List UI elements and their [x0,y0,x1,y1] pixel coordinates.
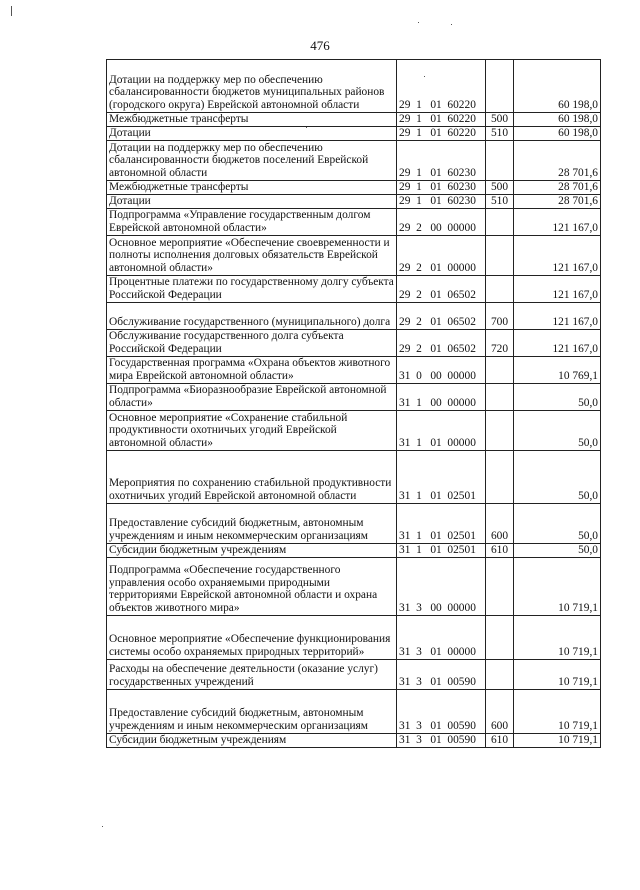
expense-type-code: 610 [486,544,514,558]
target-article-code: 31 1 01 02501 [397,451,486,504]
table-row [107,181,601,195]
amount: 121 167,0 [514,209,601,236]
target-article-code: 29 2 01 00000 [397,236,486,276]
target-article-code: 31 1 00 00000 [397,384,486,411]
table-row [107,616,601,660]
expense-name: Обслуживание государственного долга субъекта Российской Федерации [107,330,397,357]
amount: 28 701,6 [514,195,601,209]
amount: 60 198,0 [514,127,601,141]
table-row [107,411,601,451]
target-article-code: 29 1 01 60220 [397,127,486,141]
budget-table [106,59,601,748]
expense-name: Основное мероприятие «Сохранение стабильной продуктивности охотничьих угодий Еврейской автономной области» [107,411,397,451]
table-row [107,276,601,303]
amount: 50,0 [514,411,601,451]
amount: 50,0 [514,504,601,544]
amount: 121 167,0 [514,236,601,276]
expense-type-code: 500 [486,113,514,127]
target-article-code: 31 3 01 00590 [397,660,486,690]
amount: 60 198,0 [514,113,601,127]
table-row [107,357,601,384]
page-number: 476 [310,38,330,53]
target-article-code: 29 1 01 60230 [397,195,486,209]
table-row [107,303,601,330]
table-row [107,690,601,734]
target-article-code: 29 2 01 06502 [397,303,486,330]
amount: 10 719,1 [514,558,601,616]
table-row [107,558,601,616]
amount: 28 701,6 [514,141,601,181]
expense-name: Субсидии бюджетным учреждениям [107,544,397,558]
amount: 121 167,0 [514,330,601,357]
expense-type-code [486,558,514,616]
amount: 10 719,1 [514,616,601,660]
expense-type-code [486,236,514,276]
scan-speck [102,826,103,827]
expense-type-code [486,660,514,690]
amount: 50,0 [514,451,601,504]
expense-type-code [486,384,514,411]
table-row [107,60,601,113]
expense-type-code [486,357,514,384]
budget-table-body [107,60,601,748]
target-article-code: 31 1 01 02501 [397,504,486,544]
target-article-code: 29 2 01 06502 [397,330,486,357]
expense-type-code [486,451,514,504]
target-article-code: 31 1 01 02501 [397,544,486,558]
expense-type-code [486,616,514,660]
expense-type-code [486,209,514,236]
table-row [107,236,601,276]
table-row [107,734,601,748]
target-article-code: 31 3 01 00000 [397,616,486,660]
expense-name: Процентные платежи по государственному долгу субъекта Российской Федерации [107,276,397,303]
expense-type-code: 610 [486,734,514,748]
expense-type-code: 700 [486,303,514,330]
expense-name: Подпрограмма «Биоразнообразие Еврейской автономной области» [107,384,397,411]
expense-type-code: 500 [486,181,514,195]
target-article-code: 29 1 01 60230 [397,181,486,195]
table-row [107,113,601,127]
expense-name: Дотации на поддержку мер по обеспечению сбалансированности бюджетов поселений Еврейской автономной области [107,141,397,181]
table-row [107,544,601,558]
scan-speck [451,24,452,25]
target-article-code: 29 2 01 06502 [397,276,486,303]
amount: 121 167,0 [514,276,601,303]
expense-name: Государственная программа «Охрана объектов животного мира Еврейской автономной области» [107,357,397,384]
expense-name: Основное мероприятие «Обеспечение своевременности и полноты исполнения долговых обязательств Еврейской автономной области» [107,236,397,276]
amount: 10 719,1 [514,690,601,734]
expense-name: Основное мероприятие «Обеспечение функционирования системы особо охраняемых природных территорий» [107,616,397,660]
expense-type-code: 720 [486,330,514,357]
expense-name: Обслуживание государственного (муниципального) долга [107,303,397,330]
expense-type-code [486,276,514,303]
expense-type-code: 600 [486,690,514,734]
expense-type-code: 510 [486,195,514,209]
table-row [107,127,601,141]
expense-name: Дотации [107,127,397,141]
expense-name: Субсидии бюджетным учреждениям [107,734,397,748]
target-article-code: 31 3 01 00590 [397,734,486,748]
expense-name: Расходы на обеспечение деятельности (оказание услуг) государственных учреждений [107,660,397,690]
expense-name: Межбюджетные трансферты [107,181,397,195]
table-row [107,141,601,181]
table-row [107,195,601,209]
amount: 50,0 [514,384,601,411]
amount: 10 719,1 [514,734,601,748]
amount: 60 198,0 [514,60,601,113]
expense-name: Дотации на поддержку мер по обеспечению сбалансированности бюджетов муниципальных районов (городского округа) Еврейской автономной области [107,60,397,113]
amount: 10 769,1 [514,357,601,384]
expense-name: Мероприятия по сохранению стабильной продуктивности охотничьих угодий Еврейской автономной области [107,451,397,504]
amount: 121 167,0 [514,303,601,330]
expense-name: Межбюджетные трансферты [107,113,397,127]
target-article-code: 29 1 01 60220 [397,60,486,113]
expense-type-code: 510 [486,127,514,141]
target-article-code: 29 2 00 00000 [397,209,486,236]
target-article-code: 31 3 01 00590 [397,690,486,734]
expense-name: Подпрограмма «Управление государственным долгом Еврейской автономной области» [107,209,397,236]
table-row [107,660,601,690]
expense-name: Дотации [107,195,397,209]
target-article-code: 31 0 00 00000 [397,357,486,384]
scan-speck [418,22,419,23]
expense-type-code: 600 [486,504,514,544]
expense-type-code [486,141,514,181]
table-row [107,451,601,504]
amount: 10 719,1 [514,660,601,690]
amount: 50,0 [514,544,601,558]
table-row [107,209,601,236]
scan-speck [11,6,12,16]
expense-name: Предоставление субсидий бюджетным, автономным учреждениям и иным некоммерческим организациям [107,504,397,544]
expense-name: Подпрограмма «Обеспечение государственного управления особо охраняемыми природными территориями Еврейской автономной области и охрана объектов животного мира» [107,558,397,616]
table-row [107,384,601,411]
amount: 28 701,6 [514,181,601,195]
table-row [107,504,601,544]
expense-name: Предоставление субсидий бюджетным, автономным учреждениям и иным некоммерческим организациям [107,690,397,734]
expense-type-code [486,60,514,113]
target-article-code: 29 1 01 60220 [397,113,486,127]
target-article-code: 31 1 01 00000 [397,411,486,451]
table-row [107,330,601,357]
target-article-code: 31 3 00 00000 [397,558,486,616]
target-article-code: 29 1 01 60230 [397,141,486,181]
expense-type-code [486,411,514,451]
